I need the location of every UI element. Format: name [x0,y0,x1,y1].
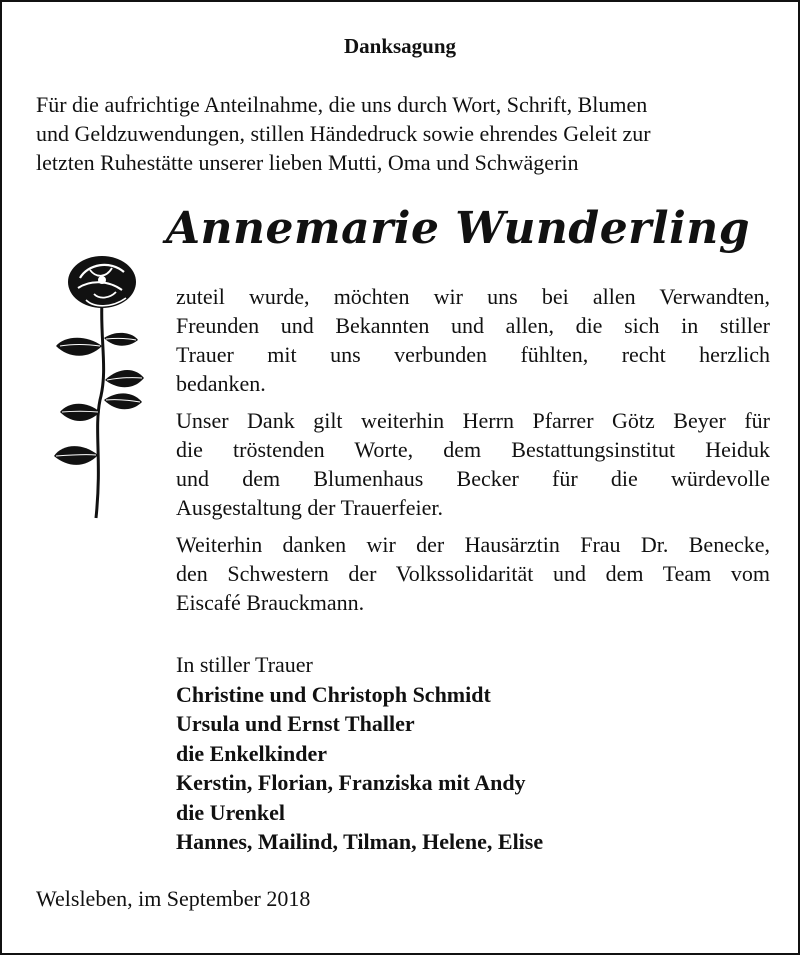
heading: Danksagung [343,34,457,58]
mourner-name: die Enkelkinder [176,740,327,766]
mourner-name: Kerstin, Florian, Franziska mit Andy [176,770,526,795]
intro-text [36,90,764,177]
mourner-name: die Urenkel [176,799,285,825]
mourner-name: Hannes, Mailind, Tilman, Helene, Elise [176,829,544,854]
text-line: zuteil wurde, möchten wir uns bei allen Verwandten, [176,284,770,309]
text-line: Weiterhin danken wir der Hausärztin Frau Dr. Benecke, [176,532,770,557]
text-line: Trauer mit uns verbunden fühlten, recht herzlich [176,342,770,367]
intro-line: Für die aufrichtige Anteilnahme, die uns durch Wort, Schrift, Blumen [36,92,648,117]
thanks-text [176,282,770,625]
signature-intro: In stiller Trauer [176,652,313,677]
mourner-name: Ursula und Ernst Thaller [176,711,415,736]
paragraph [176,282,770,398]
paragraph [176,406,770,522]
text-line: bedanken. [176,371,266,396]
mourner-name: Christine und Christoph Schmidt [176,681,491,707]
signature-block [176,650,543,857]
text-line: Eiscafé Brauckmann. [176,590,365,615]
deceased-name: Annemarie Wunderling [165,203,751,254]
text-line: die tröstenden Worte, dem Bestattungsinstitut Heiduk [176,437,770,462]
paragraph [176,530,770,617]
rose-icon [50,250,150,520]
intro-line: und Geldzuwendungen, stillen Händedruck sowie ehrendes Geleit zur [36,121,651,146]
place-date: Welsleben, im September 2018 [36,886,311,911]
text-line: Unser Dank gilt weiterhin Herrn Pfarrer Götz Beyer für [176,408,770,433]
intro-line: letzten Ruhestätte unserer lieben Mutti, Oma und Schwägerin [36,150,579,175]
text-line: Freunden und Bekannten und allen, die sich in stiller [176,313,770,338]
text-line: Ausgestaltung der Trauerfeier. [176,495,443,520]
text-line: und dem Blumenhaus Becker für die würdevolle [176,466,770,491]
text-line: den Schwestern der Volkssolidarität und dem Team vom [176,561,770,586]
